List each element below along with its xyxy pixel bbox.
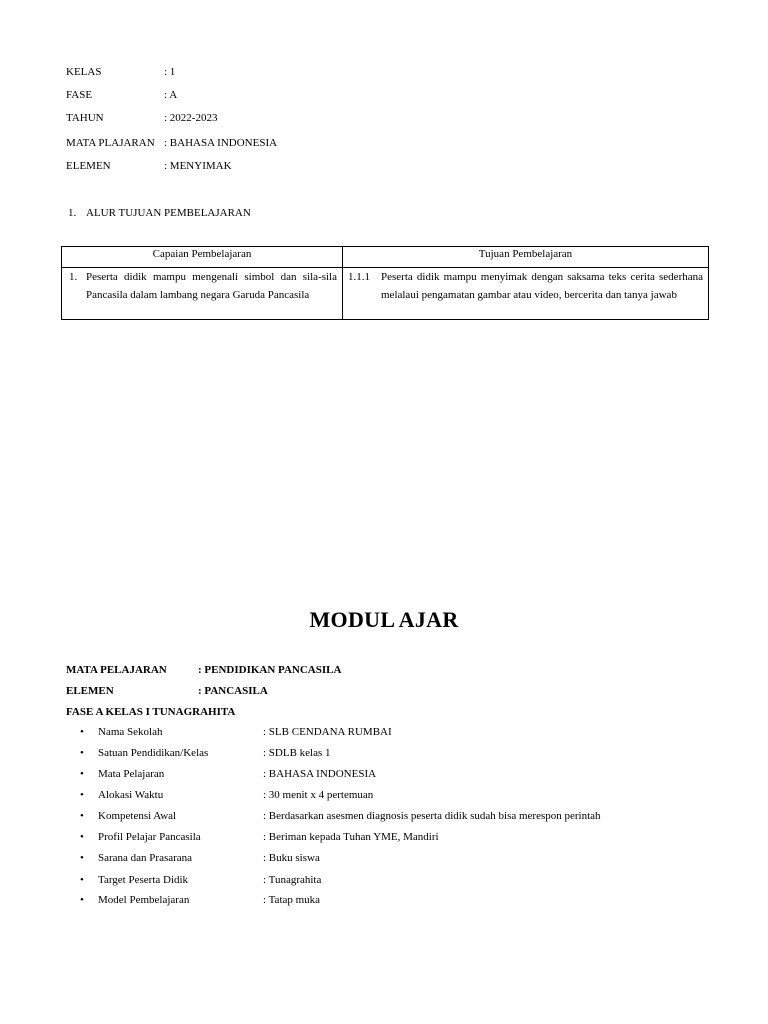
list-item-value: : BAHASA INDONESIA [263, 768, 377, 780]
list-item-label: Satuan Pendidikan/Kelas [98, 747, 209, 759]
list-item-value: : SLB CENDANA RUMBAI [263, 726, 392, 738]
modul-fase: FASE A KELAS I TUNAGRAHITA [66, 706, 236, 718]
list-item-label: Model Pembelajaran [98, 894, 190, 906]
table-header-row [62, 247, 709, 268]
modul-value: : PENDIDIKAN PANCASILA [198, 664, 342, 676]
modul-label: MATA PELAJARAN [66, 664, 167, 676]
modul-title: MODUL AJAR [309, 607, 459, 632]
list-item-label: Sarana dan Prasarana [98, 852, 193, 864]
info-label: ELEMEN [66, 160, 111, 172]
info-label: FASE [66, 89, 93, 101]
list-item-label: Alokasi Waktu [98, 789, 164, 801]
section-title: ALUR TUJUAN PEMBELAJARAN [86, 207, 251, 219]
section-number: 1. [68, 207, 77, 219]
modul-label: ELEMEN [66, 685, 114, 697]
info-label: MATA PLAJARAN [66, 137, 155, 149]
list-item-value: : Tatap muka [263, 894, 321, 906]
bullet-icon: • [80, 747, 84, 759]
modul-value: : PANCASILA [198, 685, 268, 697]
info-value: : 1 [164, 66, 176, 78]
info-value: : 2022-2023 [164, 112, 218, 124]
table-header-capaian: Capaian Pembelajaran [62, 247, 343, 268]
section-heading [68, 207, 251, 219]
list-item-label: Nama Sekolah [98, 726, 163, 738]
info-value: : A [164, 89, 178, 101]
table-header-tujuan: Tujuan Pembelajaran [343, 247, 709, 268]
list-item-label: Mata Pelajaran [98, 768, 165, 780]
tp-text: Peserta didik mampu menyimak dengan saksama teks cerita sederhana melalaui pengamatan gambar atau video, bercerita dan tanya jawab [381, 271, 703, 301]
info-label: TAHUN [66, 112, 104, 124]
cp-number: 1. [69, 271, 78, 283]
bullet-icon: • [80, 726, 84, 738]
cp-text: Peserta didik mampu mengenali simbol dan sila-sila Pancasila dalam lambang negara Garuda Pancasila [86, 271, 337, 301]
list-item-label: Kompetensi Awal [98, 810, 177, 822]
bullet-icon: • [80, 789, 84, 801]
table-row [62, 268, 709, 320]
info-label: KELAS [66, 66, 102, 78]
table-cell-tujuan [343, 268, 709, 320]
list-item-value: : SDLB kelas 1 [263, 747, 331, 759]
learning-objectives-table [61, 246, 709, 320]
list-item-value: : Berdasarkan asesmen diagnosis peserta didik sudah bisa merespon perintah [263, 810, 601, 822]
tp-number: 1.1.1 [348, 271, 370, 283]
list-item-value: : Beriman kepada Tuhan YME, Mandiri [263, 831, 439, 843]
bullet-icon: • [80, 810, 84, 822]
bullet-icon: • [80, 831, 84, 843]
info-value: : BAHASA INDONESIA [164, 137, 278, 149]
list-item-value: : Tunagrahita [263, 874, 322, 886]
list-item-label: Target Peserta Didik [98, 874, 189, 886]
bullet-icon: • [80, 768, 84, 780]
list-item-value: : Buku siswa [263, 852, 320, 864]
bullet-icon: • [80, 894, 84, 906]
info-value: : MENYIMAK [164, 160, 232, 172]
list-item-value: : 30 menit x 4 pertemuan [263, 789, 374, 801]
list-item-label: Profil Pelajar Pancasila [98, 831, 201, 843]
table-cell-capaian [62, 268, 343, 320]
bullet-icon: • [80, 852, 84, 864]
bullet-icon: • [80, 874, 84, 886]
